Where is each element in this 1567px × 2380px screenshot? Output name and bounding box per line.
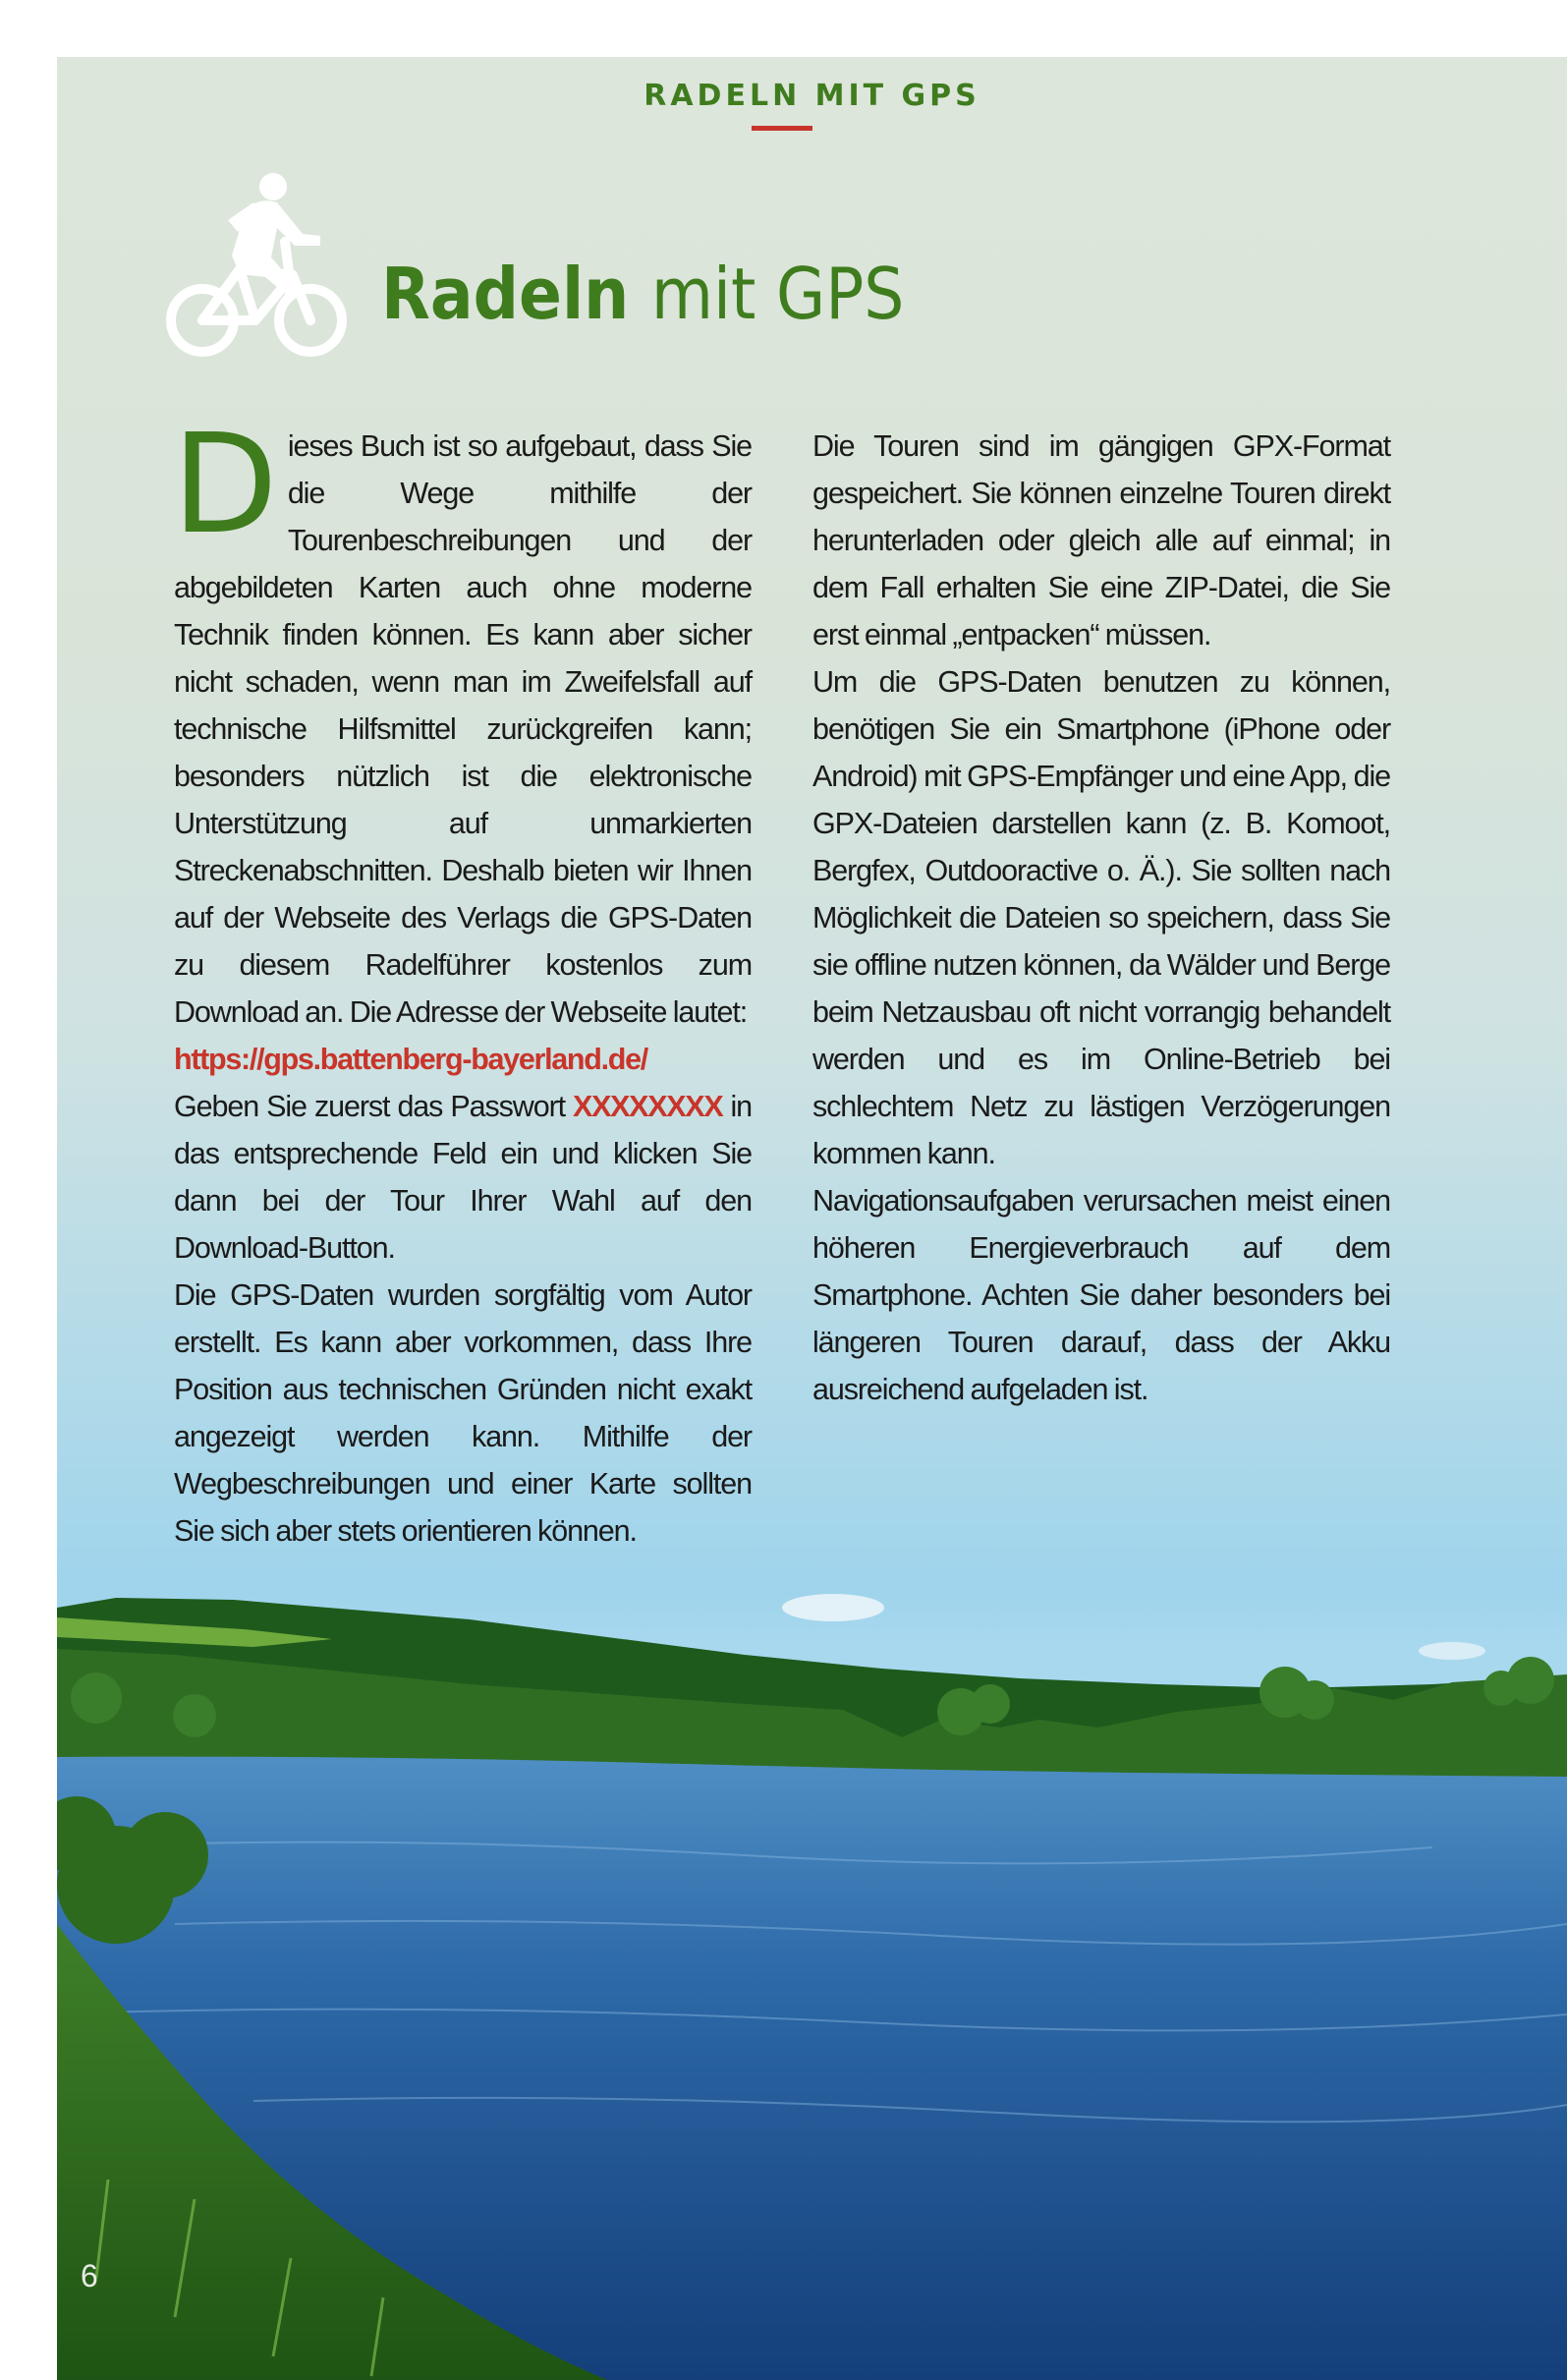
- left-paragraph-1: [172, 405, 752, 1036]
- password-instructions: in das entsprechende Feld ein und klicken Sie dann bei der Tour Ihrer Wahl auf den Download-Button.: [174, 1090, 752, 1265]
- right-paragraph-3: Navigationsaufgaben verursachen meist einen höheren Energieverbrauch auf dem Smartphone. Achten Sie daher besonders bei längeren Touren darauf, dass der Akku ausreichend aufgeladen ist.: [812, 1184, 1390, 1406]
- river-landscape-photo: [57, 1590, 1567, 2380]
- right-paragraph-2: Um die GPS-Daten benutzen zu können, benötigen Sie ein Smartphone (iPhone oder Android) mit GPS-Empfänger und eine App, die GPX-Dateien darstellen kann (z. B. Komoot, Bergfex, Outdooractive o. Ä.). Sie sollten nach Möglichkeit die Dateien so speichern, dass Sie sie offline nutzen können, da Wälder und Berge beim Netzausbau oft nicht vorrangig behandelt werden und es im Online-Betrieb bei schlechtem Netz zu lästigen Verzögerungen kommen kann.: [812, 665, 1390, 1170]
- header-rule: [752, 126, 812, 131]
- running-header: RADELN MIT GPS: [644, 79, 980, 113]
- left-paragraph-2: [174, 1083, 752, 1272]
- title-light: mit GPS: [650, 253, 905, 335]
- title-bold: Radeln: [381, 253, 630, 335]
- cyclist-icon: [155, 173, 352, 360]
- page-number: 6: [81, 2258, 98, 2294]
- left-paragraph-3: Die GPS-Daten wurden sorgfältig vom Autor erstellt. Es kann aber vorkommen, dass Ihre Position aus technischen Gründen nicht exakt angezeigt werden kann. Mithilfe der Wegbeschreibungen und einer Karte sollten Sie sich aber stets orientieren können.: [174, 1278, 752, 1548]
- password-intro: Geben Sie zuerst das Passwort: [174, 1090, 574, 1123]
- url-line: [174, 1036, 752, 1083]
- download-url-link[interactable]: https://gps.battenberg-bayerland.de/: [174, 1043, 647, 1076]
- chapter-title: [381, 253, 905, 335]
- left-column: [172, 405, 752, 1555]
- page-panel: [57, 57, 1567, 2380]
- right-paragraph-1: Die Touren sind im gängigen GPX-Format gespeichert. Sie können einzelne Touren direkt herunterladen oder gleich alle auf einmal; in dem Fall erhalten Sie eine ZIP-Datei, die Sie erst einmal „entpacken“ müssen.: [812, 429, 1390, 652]
- intro-text: ieses Buch ist so aufgebaut, dass Sie die Wege mithilfe der Tourenbeschreibungen und der abgebildeten Karten auch ohne moderne Technik finden können. Es kann aber sicher nicht schaden, wenn man im Zweifelsfall auf technische Hilfsmittel zurückgreifen kann; besonders nützlich ist die elektronische Unterstützung auf unmarkierten Streckenabschnitten. Deshalb bieten wir Ihnen auf der Webseite des Verlags die GPS-Daten zu diesem Radelführer kostenlos zum Download an. Die Adresse der Webseite lautet:: [174, 429, 752, 1029]
- right-column: [812, 423, 1390, 1413]
- drop-cap: D: [172, 405, 278, 565]
- password-value: XXXXXXXX: [573, 1090, 723, 1123]
